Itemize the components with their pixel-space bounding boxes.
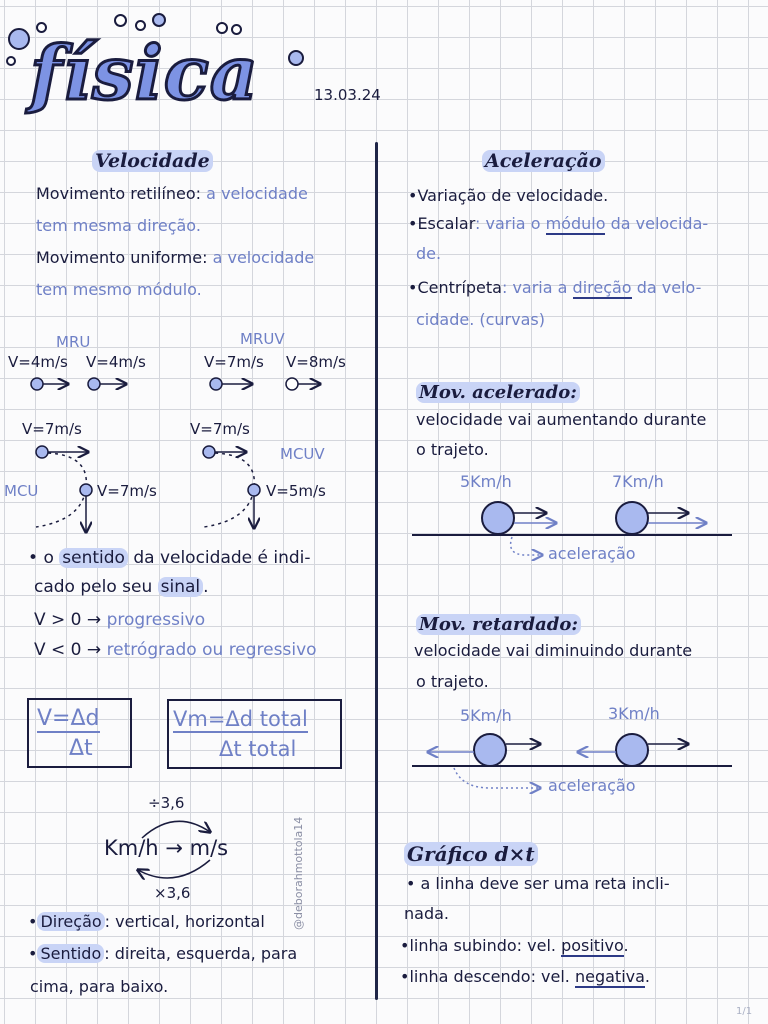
retardado-pointer bbox=[454, 768, 540, 788]
mcuv-velocity-2: V=5m/s bbox=[266, 482, 326, 500]
centripeta-pre: : varia a bbox=[501, 278, 568, 297]
grafico-b2-post: . bbox=[623, 936, 629, 955]
direcao-bullet bbox=[28, 912, 265, 931]
sinal-post: . bbox=[203, 577, 209, 597]
aceleracao-heading: Aceleração bbox=[482, 150, 605, 172]
mcuv-ball-1 bbox=[203, 446, 215, 458]
mean-velocity-denominator: Δt total bbox=[219, 737, 297, 761]
page-number: 1/1 bbox=[736, 1006, 753, 1017]
grafico-bullet-1 bbox=[406, 874, 670, 893]
mean-velocity-numerator: Vm=Δd total bbox=[173, 707, 308, 731]
mov-uniforme-label: Movimento uniforme: bbox=[36, 248, 208, 267]
conversion-arrow: → bbox=[165, 836, 183, 860]
retardado-heading: Mov. retardado: bbox=[416, 614, 581, 635]
page-date: 13.03.24 bbox=[314, 86, 381, 104]
mruv-ball-1 bbox=[210, 378, 222, 390]
retardado-speed-2: 3Km/h bbox=[608, 704, 660, 723]
sinal-pre: cado pelo seu bbox=[34, 577, 153, 597]
bullet-dot: • bbox=[408, 278, 418, 297]
acelerado-ball-2 bbox=[616, 502, 648, 534]
acelerado-text-2: o trajeto. bbox=[416, 440, 489, 459]
aceleracao-bullet-3-line2: cidade. (curvas) bbox=[416, 310, 545, 329]
aceleracao-bullet-2-line2: de. bbox=[416, 244, 442, 263]
conversion-from: Km/h bbox=[104, 836, 159, 860]
negative-condition: V < 0 → bbox=[34, 640, 102, 660]
mcuv-velocity-1: V=7m/s bbox=[190, 420, 250, 438]
mcu-path bbox=[36, 453, 86, 527]
grafico-b2-pre: linha subindo: vel. bbox=[409, 936, 556, 955]
sentido-line1 bbox=[28, 548, 311, 568]
retardado-text-1: velocidade vai diminuindo durante bbox=[414, 641, 693, 660]
direcao-label: Direção bbox=[37, 912, 104, 931]
mov-retilineo-label: Movimento retilíneo: bbox=[36, 184, 202, 203]
retrogrado-text: retrógrado ou regressivo bbox=[106, 640, 317, 660]
grafico-bullet-2 bbox=[400, 936, 629, 955]
escalar-label: Escalar bbox=[417, 214, 476, 233]
aceleracao-bullet-2 bbox=[408, 214, 708, 233]
velocity-formula-numerator: V=Δd bbox=[37, 706, 100, 731]
acelerado-speed-2: 7Km/h bbox=[612, 472, 664, 491]
grafico-bullet-1-line2: nada. bbox=[404, 904, 449, 923]
aceleracao-b1-text: Variação de velocidade. bbox=[417, 186, 609, 205]
retardado-diagram bbox=[410, 728, 740, 808]
mcuv-ball-2 bbox=[248, 484, 260, 496]
aceleracao-bullet-3 bbox=[408, 278, 701, 297]
sentido-highlight: sentido bbox=[59, 548, 128, 568]
acelerado-speed-1: 5Km/h bbox=[460, 472, 512, 491]
conversion-multiply-label: ×3,6 bbox=[154, 884, 191, 902]
centripeta-post: da velo- bbox=[636, 278, 702, 297]
mruv-velocity-2: V=8m/s bbox=[286, 353, 346, 371]
bullet-dot: • bbox=[406, 874, 416, 893]
bullet-dot: • bbox=[28, 548, 39, 568]
centripeta-label: Centrípeta bbox=[417, 278, 502, 297]
grafico-bullet-3 bbox=[400, 967, 650, 986]
mean-velocity-formula-box bbox=[167, 699, 342, 769]
conversion-bottom-arc bbox=[138, 860, 210, 878]
bullet-dot: • bbox=[408, 214, 418, 233]
centripeta-underlined: direção bbox=[572, 278, 632, 297]
acelerado-heading: Mov. acelerado: bbox=[416, 382, 580, 403]
sentido-label: Sentido bbox=[37, 944, 104, 963]
mov-retilineo-line1 bbox=[36, 184, 308, 203]
mcu-velocity-1: V=7m/s bbox=[22, 420, 82, 438]
direcao-text: : vertical, horizontal bbox=[104, 912, 265, 931]
mruv-label: MRUV bbox=[240, 330, 285, 348]
mcu-ball-2 bbox=[80, 484, 92, 496]
mov-uniforme-line1 bbox=[36, 248, 314, 267]
mcu-velocity-2: V=7m/s bbox=[97, 482, 157, 500]
positive-condition: V > 0 → bbox=[34, 610, 102, 630]
sentido-bullet bbox=[28, 944, 297, 963]
mov-retilineo-line2: tem mesma direção. bbox=[36, 216, 201, 235]
velocidade-heading: Velocidade bbox=[92, 150, 213, 172]
grafico-b2-underlined: positivo bbox=[561, 936, 624, 955]
retardado-label: aceleração bbox=[548, 776, 636, 795]
sinal-highlight: sinal bbox=[158, 577, 204, 597]
sentido-line2 bbox=[34, 577, 209, 597]
mcu-ball-1 bbox=[36, 446, 48, 458]
mruv-ball-2 bbox=[286, 378, 298, 390]
grafico-heading: Gráfico d×t bbox=[404, 842, 538, 866]
acelerado-pointer bbox=[511, 537, 542, 555]
mruv-velocity-1: V=7m/s bbox=[204, 353, 264, 371]
sentido-bullet-text: : direita, esquerda, para bbox=[104, 944, 298, 963]
acelerado-text-1: velocidade vai aumentando durante bbox=[416, 410, 707, 429]
retardado-text-2: o trajeto. bbox=[416, 672, 489, 691]
grafico-b1-text: a linha deve ser uma reta incli- bbox=[420, 874, 670, 893]
mru-label: MRU bbox=[56, 333, 91, 351]
mov-uniforme-line2: tem mesmo módulo. bbox=[36, 280, 202, 299]
escalar-post: da velocida- bbox=[610, 214, 709, 233]
bullet-dot: • bbox=[28, 912, 38, 931]
sentido-post: da velocidade é indi- bbox=[133, 548, 311, 568]
grafico-b3-underlined: negativa bbox=[574, 967, 645, 986]
mru-ball-1 bbox=[31, 378, 43, 390]
bullet-dot: • bbox=[400, 936, 410, 955]
progressivo-line bbox=[34, 610, 205, 630]
page-title: física bbox=[30, 31, 259, 117]
grafico-b3-pre: linha descendo: vel. bbox=[409, 967, 570, 986]
bullet-dot: • bbox=[400, 967, 410, 986]
retardado-ball-2 bbox=[616, 734, 648, 766]
retardado-speed-1: 5Km/h bbox=[460, 706, 512, 725]
velocity-formula-box bbox=[27, 698, 132, 768]
aceleracao-bullet-1 bbox=[408, 186, 608, 205]
mcuv-path bbox=[204, 453, 254, 527]
column-divider bbox=[375, 142, 378, 1000]
conversion-to: m/s bbox=[189, 836, 229, 860]
acelerado-label: aceleração bbox=[548, 544, 636, 563]
mru-ball-2 bbox=[88, 378, 100, 390]
sentido-pre: o bbox=[43, 548, 54, 568]
grafico-b3-post: . bbox=[644, 967, 651, 986]
bullet-dot: • bbox=[408, 186, 418, 205]
velocity-formula-denominator: Δt bbox=[69, 736, 93, 761]
acelerado-diagram bbox=[410, 495, 740, 575]
mru-velocity-1: V=4m/s bbox=[8, 353, 68, 371]
conversion-line bbox=[104, 836, 228, 860]
escalar-underlined: módulo bbox=[545, 214, 606, 233]
mcu-label: MCU bbox=[4, 482, 39, 500]
watermark: @deborahmottola14 bbox=[292, 816, 305, 930]
mov-uniforme-text: a velocidade bbox=[212, 248, 315, 267]
mru-velocity-2: V=4m/s bbox=[86, 353, 146, 371]
retrogrado-line bbox=[34, 640, 317, 660]
retardado-ball-1 bbox=[474, 734, 506, 766]
sentido-bullet-line2: cima, para baixo. bbox=[30, 977, 169, 996]
mov-retilineo-text: a velocidade bbox=[206, 184, 308, 203]
conversion-divide-label: ÷3,6 bbox=[148, 794, 185, 812]
escalar-pre: : varia o bbox=[475, 214, 541, 233]
mcuv-label: MCUV bbox=[280, 445, 325, 463]
acelerado-ball-1 bbox=[482, 502, 514, 534]
bullet-dot: • bbox=[28, 944, 38, 963]
progressivo-text: progressivo bbox=[106, 610, 206, 630]
